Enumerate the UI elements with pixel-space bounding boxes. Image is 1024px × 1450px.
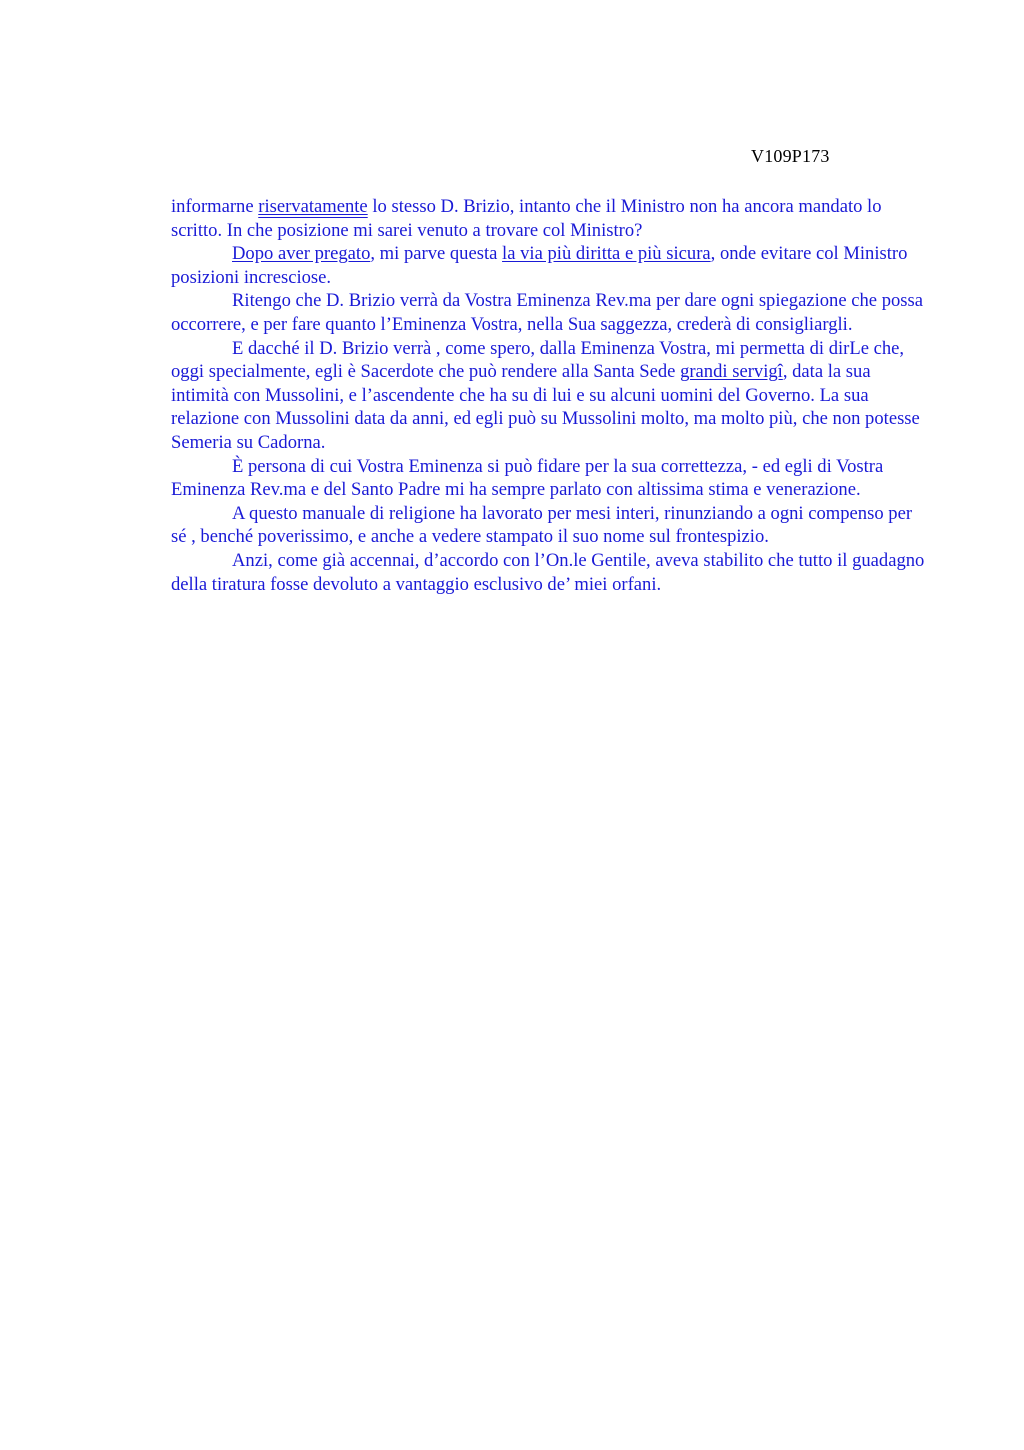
paragraph-5 (171, 455, 926, 502)
underlined-text: Dopo aver pregato (232, 243, 371, 265)
text-run: , data la sua intimità con Mussolini, e l’ascendente che ha su di lui e su alcuni uomini del Governo. La sua relazione con Mussolini data da anni, ed egli può su Mussolini molto, ma molto più, che non potesse Semeria su Cadorna. (171, 361, 920, 453)
underlined-text: la via più diritta e più sicura (502, 243, 711, 265)
paragraph-7 (171, 549, 926, 596)
paragraph-6 (171, 502, 926, 549)
paragraph-2 (171, 242, 926, 289)
text-run: , onde evitare col Ministro posizioni incresciose. (171, 243, 908, 288)
text-run: A questo manuale di religione ha lavorato per mesi interi, rinunziando a ogni compenso per sé , benché poverissimo, e anche a vedere stampato il suo nome sul frontespizio. (171, 502, 913, 548)
underlined-text: grandi servigî (680, 361, 783, 383)
paragraph-1 (171, 195, 926, 242)
page-reference: V109P173 (751, 146, 830, 166)
text-run: E dacché il D. Brizio verrà , come spero, dalla Eminenza Vostra, mi permetta di dirLe che, oggi specialmente, egli è Sacerdote che può rendere alla Santa Sede (171, 337, 905, 383)
letter-body (171, 195, 926, 596)
text-run: , mi parve questa (370, 243, 503, 265)
paragraph-3 (171, 289, 926, 336)
text-run: Anzi, come già accennai, d’accordo con l’On.le Gentile, aveva stabilito che tutto il guadagno della tiratura fosse devoluto a vantaggio esclusivo de’ miei orfani. (171, 549, 925, 595)
text-run: È persona di cui Vostra Eminenza si può fidare per la sua correttezza, - ed egli di Vostra Eminenza Rev.ma e del Santo Padre mi ha sempre parlato con altissima stima e venerazione. (171, 455, 884, 501)
paragraph-4 (171, 337, 926, 455)
text-run: informarne (171, 196, 259, 217)
text-run: Ritengo che D. Brizio verrà da Vostra Eminenza Rev.ma per dare ogni spiegazione che possa occorrere, e per fare quanto l’Eminenza Vostra, nella Sua saggezza, crederà di consigliargli. (171, 290, 924, 335)
double-underlined-text: riservatamente (258, 196, 368, 217)
text-run: lo stesso D. Brizio, intanto che il Ministro non ha ancora mandato lo scritto. In che posizione mi sarei venuto a trovare col Ministro? (171, 196, 882, 241)
